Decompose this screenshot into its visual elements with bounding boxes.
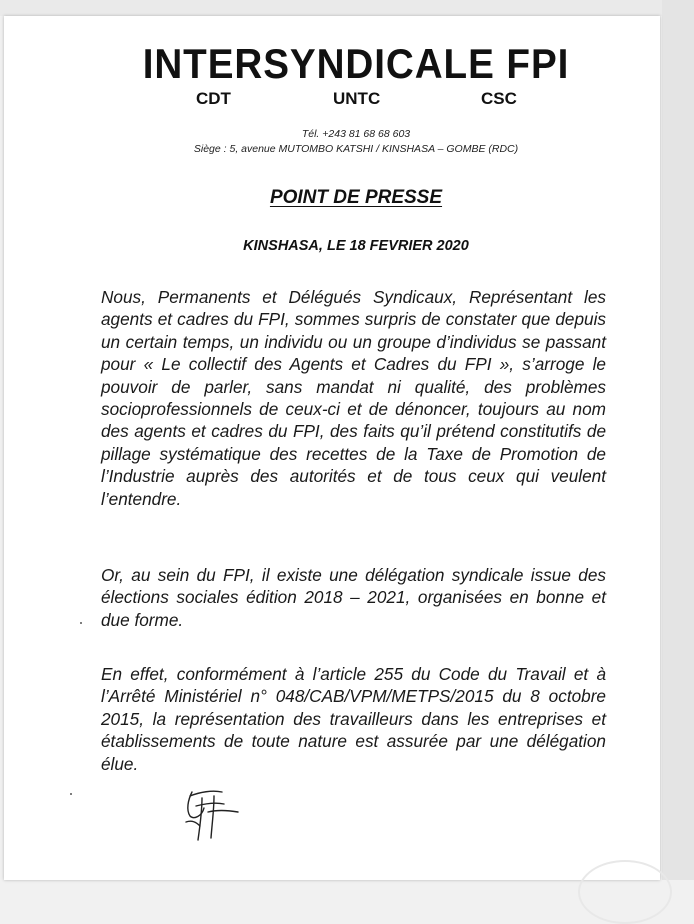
date-line: KINSHASA, LE 18 FEVRIER 2020 xyxy=(243,238,469,254)
paragraph-3: En effet, conformément à l’article 255 du Code du Travail et à l’Arrêté Ministériel n° 048/CAB/VPM/METPS/2015 du 8 octobre 2015, la représentation des travailleurs dans les entreprises et établissements de toute nature est assurée par une délégation élue. xyxy=(101,664,606,774)
union-untc: UNTC xyxy=(333,89,381,108)
scan-background-top xyxy=(0,0,694,16)
organization-name: INTERSYNDICALE FPI xyxy=(142,40,570,87)
union-csc: CSC xyxy=(481,89,517,108)
stamp-outline xyxy=(578,860,672,924)
union-cdt: CDT xyxy=(196,89,231,108)
phone-line: Tél. +243 81 68 68 603 xyxy=(301,128,411,140)
paragraph-2: Or, au sein du FPI, il existe une délégation syndicale issue des élections sociales édition 2018 – 2021, organisées en bonne et due forme. xyxy=(101,565,606,630)
document-title-text: POINT DE PRESSE xyxy=(269,187,443,208)
paragraph-1: Nous, Permanents et Délégués Syndicaux, Représentant les agents et cadres du FPI, sommes surpris de constater que depuis un certain temps, un individu ou un groupe d’individus se passant pour « Le collectif des Agents et Cadres du FPI », s’arroge le pouvoir de parler, sans mandat ni qualité, des problèmes socioprofessionnels de ceux-ci et de dénoncer, toujours au nom des agents et cadres du FPI, des faits qu’il prétend constitutifs de pillage systématique des recettes de la Taxe de Promotion de l’Industrie auprès des autorités et de tous ceux qui veulent l’entendre. xyxy=(101,287,606,509)
handwritten-signature xyxy=(178,786,248,846)
document-title xyxy=(0,187,694,209)
address-line: Siège : 5, avenue MUTOMBO KATSHI / KINSHASA – GOMBE (RDC) xyxy=(193,143,519,155)
scan-speck xyxy=(70,793,72,795)
scan-speck xyxy=(80,622,82,624)
